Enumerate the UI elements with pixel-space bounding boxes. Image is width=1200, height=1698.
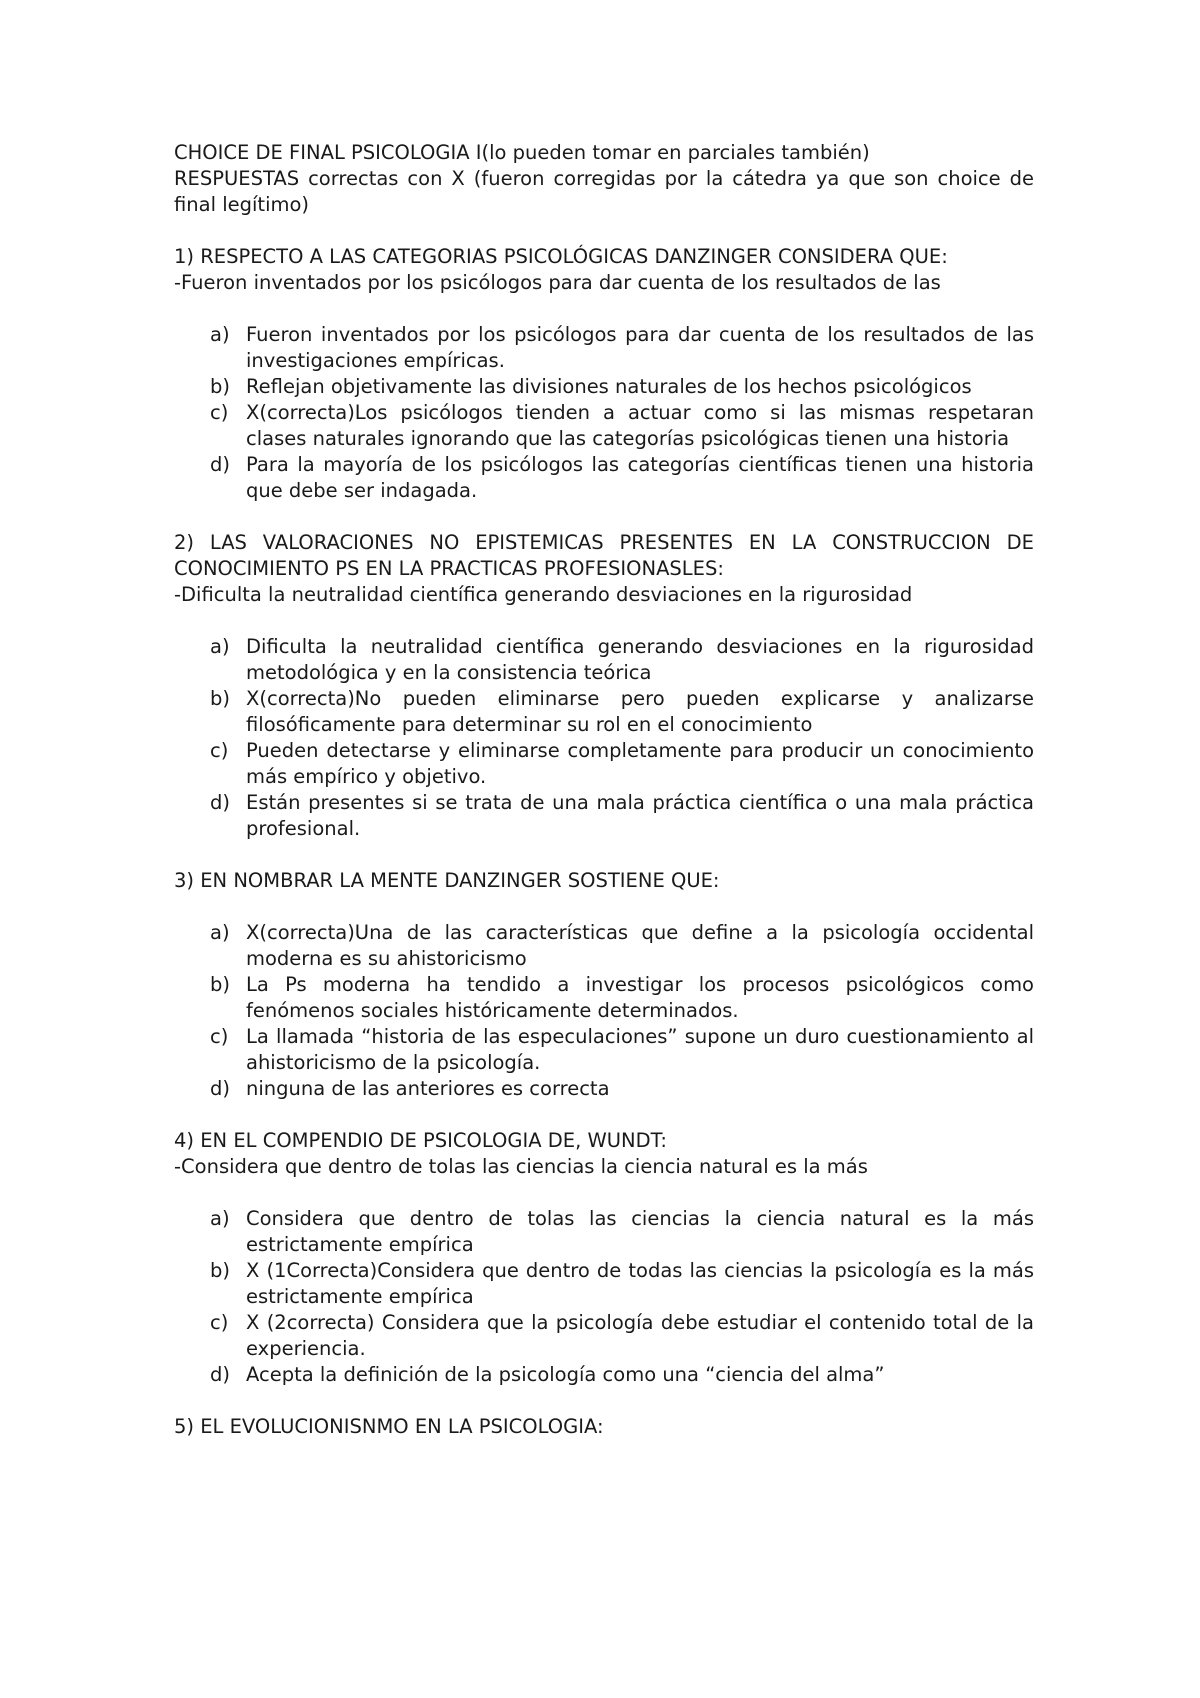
- option-text: Pueden detectarse y eliminarse completamente para producir un conocimiento más empírico y objetivo.: [246, 739, 1034, 788]
- option-text: X(correcta)No pueden eliminarse pero pueden explicarse y analizarse filosóficamente para determinar su rol en el conocimiento: [246, 687, 1034, 736]
- option-text: X(correcta)Una de las características que define a la psicología occidental moderna es su ahistoricismo: [246, 921, 1034, 970]
- option-text: X (1Correcta)Considera que dentro de todas las ciencias la psicología es la más estrictamente empírica: [246, 1259, 1034, 1308]
- option-letter: a): [210, 635, 230, 658]
- question-note: -Fueron inventados por los psicólogos para dar cuenta de los resultados de las: [174, 271, 941, 294]
- option-b: [174, 972, 1034, 1024]
- option-letter: c): [210, 401, 229, 424]
- spacer: [174, 608, 1034, 634]
- option-text: Considera que dentro de tolas las ciencias la ciencia natural es la más estrictamente empírica: [246, 1207, 1034, 1256]
- option-letter: b): [210, 375, 230, 398]
- question-title: 1) RESPECTO A LAS CATEGORIAS PSICOLÓGICAS DANZINGER CONSIDERA QUE:: [174, 245, 948, 268]
- option-letter: d): [210, 1363, 230, 1386]
- option-text: Están presentes si se trata de una mala práctica científica o una mala práctica profesional.: [246, 791, 1034, 840]
- option-d: [174, 452, 1034, 504]
- option-list: [174, 322, 1034, 504]
- option-text: La llamada “historia de las especulaciones” supone un duro cuestionamiento al ahistoricismo de la psicología.: [246, 1025, 1034, 1074]
- option-d: [174, 1076, 1034, 1102]
- option-text: Fueron inventados por los psicólogos para dar cuenta de los resultados de las investigaciones empíricas.: [246, 323, 1034, 372]
- question-1: [174, 244, 1034, 504]
- question-4: [174, 1128, 1034, 1388]
- option-c: [174, 400, 1034, 452]
- option-letter: d): [210, 1077, 230, 1100]
- option-a: [174, 920, 1034, 972]
- question-title: 5) EL EVOLUCIONISNMO EN LA PSICOLOGIA:: [174, 1415, 604, 1438]
- option-letter: b): [210, 687, 230, 710]
- question-3: [174, 868, 1034, 1102]
- document-subtitle: RESPUESTAS correctas con X (fueron corregidas por la cátedra ya que son choice de final legítimo): [174, 167, 1034, 216]
- option-b: [174, 1258, 1034, 1310]
- option-c: [174, 1024, 1034, 1076]
- option-text: X (2correcta) Considera que la psicología debe estudiar el contenido total de la experiencia.: [246, 1311, 1034, 1360]
- option-letter: b): [210, 1259, 230, 1282]
- option-c: [174, 738, 1034, 790]
- question-title: 4) EN EL COMPENDIO DE PSICOLOGIA DE, WUNDT:: [174, 1129, 668, 1152]
- option-list: [174, 1206, 1034, 1388]
- spacer: [174, 842, 1034, 868]
- spacer: [174, 1388, 1034, 1414]
- option-a: [174, 634, 1034, 686]
- option-letter: a): [210, 323, 230, 346]
- option-letter: a): [210, 1207, 230, 1230]
- option-a: [174, 1206, 1034, 1258]
- option-letter: c): [210, 739, 229, 762]
- question-2: [174, 530, 1034, 842]
- spacer: [174, 296, 1034, 322]
- option-text: Reflejan objetivamente las divisiones naturales de los hechos psicológicos: [246, 375, 972, 398]
- option-letter: a): [210, 921, 230, 944]
- option-d: [174, 790, 1034, 842]
- option-letter: d): [210, 453, 230, 476]
- option-letter: c): [210, 1025, 229, 1048]
- option-letter: c): [210, 1311, 229, 1334]
- question-note: -Considera que dentro de tolas las ciencias la ciencia natural es la más: [174, 1155, 868, 1178]
- spacer: [174, 218, 1034, 244]
- question-title: 2) LAS VALORACIONES NO EPISTEMICAS PRESENTES EN LA CONSTRUCCION DE CONOCIMIENTO PS EN LA PRACTICAS PROFESIONASLES:: [174, 531, 1034, 580]
- option-text: La Ps moderna ha tendido a investigar los procesos psicológicos como fenómenos sociales históricamente determinados.: [246, 973, 1034, 1022]
- spacer: [174, 504, 1034, 530]
- option-text: Dificulta la neutralidad científica generando desviaciones en la rigurosidad metodológica y en la consistencia teórica: [246, 635, 1034, 684]
- document-page: [174, 140, 1034, 1440]
- option-b: [174, 686, 1034, 738]
- spacer: [174, 1102, 1034, 1128]
- option-b: [174, 374, 1034, 400]
- option-letter: b): [210, 973, 230, 996]
- option-letter: d): [210, 791, 230, 814]
- option-text: Para la mayoría de los psicólogos las categorías científicas tienen una historia que debe ser indagada.: [246, 453, 1034, 502]
- option-list: [174, 920, 1034, 1102]
- document-title: CHOICE DE FINAL PSICOLOGIA I(lo pueden tomar en parciales también): [174, 141, 870, 164]
- option-text: Acepta la definición de la psicología como una “ciencia del alma”: [246, 1363, 885, 1386]
- option-list: [174, 634, 1034, 842]
- question-note: -Dificulta la neutralidad científica generando desviaciones en la rigurosidad: [174, 583, 913, 606]
- spacer: [174, 1180, 1034, 1206]
- spacer: [174, 894, 1034, 920]
- question-5: [174, 1414, 1034, 1440]
- option-text: ninguna de las anteriores es correcta: [246, 1077, 610, 1100]
- question-title: 3) EN NOMBRAR LA MENTE DANZINGER SOSTIENE QUE:: [174, 869, 720, 892]
- option-text: X(correcta)Los psicólogos tienden a actuar como si las mismas respetaran clases naturales ignorando que las categorías psicológicas tienen una historia: [246, 401, 1034, 450]
- option-a: [174, 322, 1034, 374]
- option-d: [174, 1362, 1034, 1388]
- option-c: [174, 1310, 1034, 1362]
